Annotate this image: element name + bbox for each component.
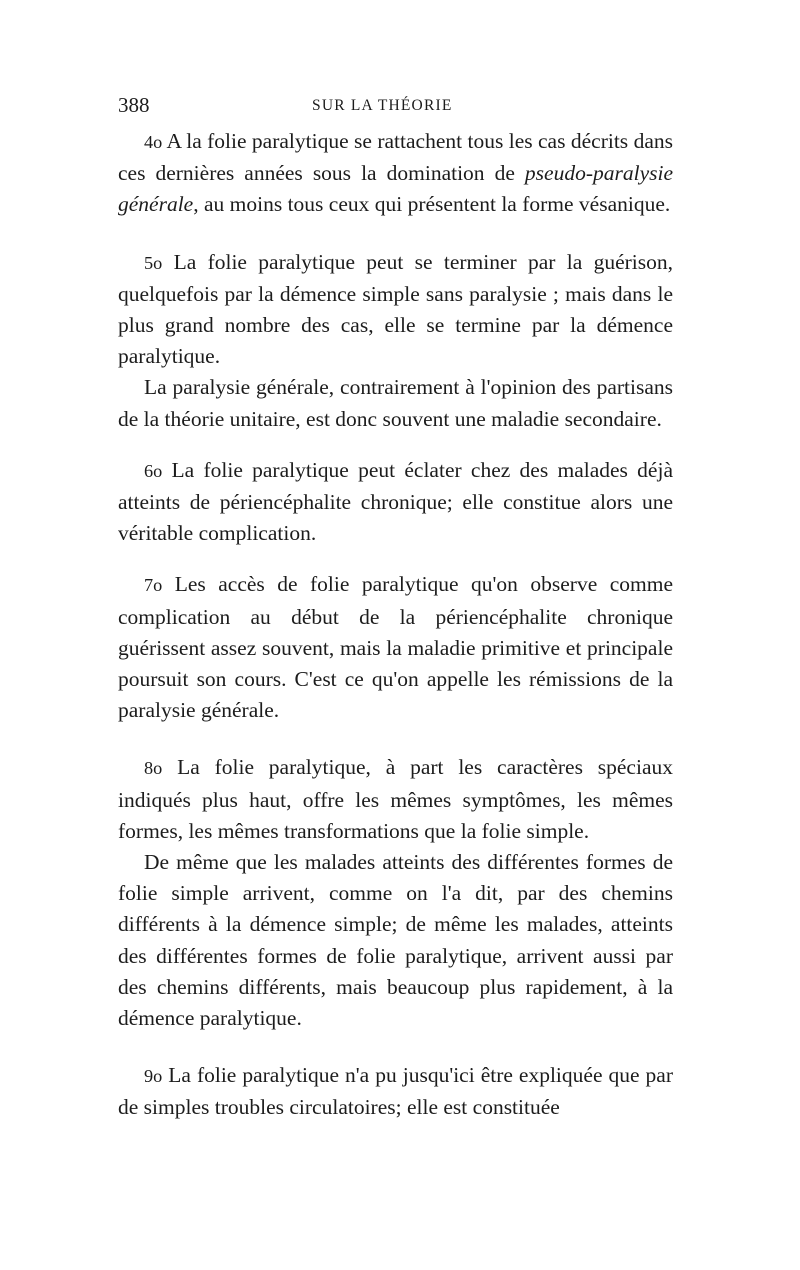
paragraph-text: , au moins tous ceux qui présentent la forme vésanique. bbox=[193, 192, 671, 217]
paragraph-number: 7o bbox=[144, 575, 163, 596]
paragraph-text: La folie paralytique n'a pu jusqu'ici être expliquée que par de simples troubles circulatoires; elle est constituée bbox=[118, 1063, 673, 1120]
paragraph-number: 9o bbox=[144, 1066, 163, 1087]
paragraph-text: La paralysie générale, contrairement à l'opinion des partisans de la théorie unitaire, est donc souvent une maladie secondaire. bbox=[118, 375, 673, 431]
page-header bbox=[118, 93, 678, 123]
paragraph-8-continuation bbox=[118, 847, 673, 1034]
paragraph-number: 5o bbox=[144, 252, 163, 273]
paragraph-text: La folie paralytique peut se terminer par la guérison, quelquefois par la démence simple sans paralysie ; mais dans le plus grand nombre des cas, elle se termine par la démence paralytique. bbox=[118, 249, 673, 369]
paragraph-text: La folie paralytique peut éclater chez des malades déjà atteints de périencéphalite chronique; elle constitue alors une véritable complication. bbox=[118, 457, 673, 546]
paragraph-7 bbox=[118, 569, 673, 726]
paragraph-6 bbox=[118, 455, 673, 550]
paragraph-5-continuation bbox=[118, 372, 673, 434]
paragraph-5 bbox=[118, 247, 673, 373]
italic-term: pseudo-paralysie générale bbox=[118, 161, 673, 217]
paragraph-text: Les accès de folie paralytique qu'on observe comme complication au début de la périencéphalite chronique guérissent assez souvent, mais la maladie primitive et principale poursuit son cours. C'est ce qu'on appelle les rémissions de la paralysie générale. bbox=[118, 572, 673, 723]
page-number: 388 bbox=[118, 93, 150, 117]
paragraph-8 bbox=[118, 752, 673, 847]
paragraph-number: 6o bbox=[144, 460, 163, 481]
body-text bbox=[118, 126, 673, 1124]
paragraph-text: La folie paralytique, à part les caractères spéciaux indiqués plus haut, offre les mêmes symptômes, les mêmes formes, les mêmes transformations que la folie simple. bbox=[118, 755, 673, 843]
paragraph-9 bbox=[118, 1060, 673, 1123]
paragraph-text: A la folie paralytique se rattachent tous les cas décrits dans ces dernières années sous la domination de bbox=[118, 129, 673, 186]
paragraph-number: 8o bbox=[144, 758, 163, 779]
paragraph-number: 4o bbox=[144, 132, 163, 152]
running-title: SUR LA THÉORIE bbox=[312, 97, 453, 114]
paragraph-text: De même que les malades atteints des différentes formes de folie simple arrivent, comme on l'a dit, par des chemins différents à la démence simple; de même les malades, atteints des différentes formes de folie paralytique, arrivent aussi par des chemins différents, mais beaucoup plus rapidement, à la démence paralytique. bbox=[118, 850, 673, 1031]
paragraph-4 bbox=[118, 126, 673, 221]
